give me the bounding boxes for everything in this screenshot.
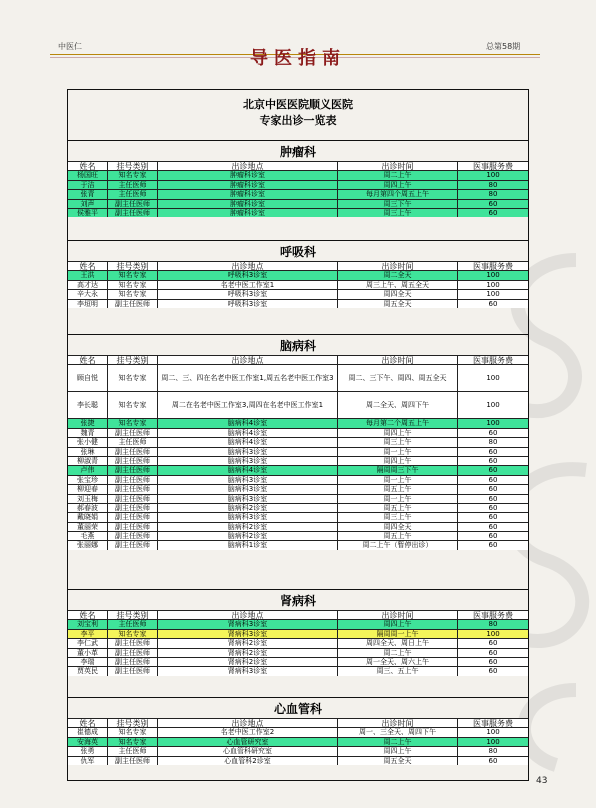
table-cell: 隔周周一上午 xyxy=(338,630,458,638)
table-cell: 周三上午、周五全天 xyxy=(338,281,458,289)
table-cell: 柳迎春 xyxy=(68,485,108,493)
table-row xyxy=(68,189,528,198)
column-header: 出诊时间 xyxy=(338,611,458,619)
table-cell: 60 xyxy=(488,657,498,666)
table-row xyxy=(68,629,528,638)
table-cell: 主任医师 xyxy=(108,747,158,755)
table-cell: 知名专家 xyxy=(108,281,158,289)
table-cell: 周一上午 xyxy=(338,448,458,456)
table-cell: 周一、三全天、周四下午 xyxy=(338,728,458,736)
table-row xyxy=(68,208,528,217)
table-cell: 刘玉梅 xyxy=(68,495,108,503)
table-cell: 张宝珍 xyxy=(68,476,108,484)
column-header: 医事服务费 xyxy=(473,719,513,728)
table-cell: 安海英 xyxy=(68,738,108,746)
table-cell: 副主任医师 xyxy=(108,757,158,765)
section-header xyxy=(68,589,528,610)
table-cell: 周二全天 xyxy=(338,271,458,279)
column-header: 出诊时间 xyxy=(338,356,458,364)
table-row xyxy=(68,199,528,208)
table-cell: 副主任医师 xyxy=(108,448,158,456)
column-header-row xyxy=(68,718,528,727)
table-cell: 80 xyxy=(488,190,498,199)
column-header-row xyxy=(68,161,528,170)
table-cell: 100 xyxy=(486,290,500,299)
section-title: 脑病科 xyxy=(279,339,316,353)
table-cell: 60 xyxy=(488,208,498,217)
table-cell: 副主任医师 xyxy=(108,485,158,493)
table-cell: 脑病科3诊室 xyxy=(158,448,338,456)
table-cell: 60 xyxy=(488,756,498,765)
table-cell: 80 xyxy=(488,180,498,189)
section-header xyxy=(68,697,528,718)
table-cell: 高才达 xyxy=(68,281,108,289)
table-cell: 周三上午 xyxy=(338,513,458,521)
table-cell: 呼吸科3诊室 xyxy=(158,271,338,279)
table-cell: 60 xyxy=(488,532,498,541)
table-row xyxy=(68,737,528,746)
table-cell: 郝春波 xyxy=(68,504,108,512)
section-title: 心血管科 xyxy=(273,702,322,716)
table-cell: 毛燕 xyxy=(68,532,108,540)
column-header: 医事服务费 xyxy=(473,162,513,171)
table-cell: 周五全天 xyxy=(338,757,458,765)
table-cell: 知名专家 xyxy=(108,271,158,279)
table-cell: 周二上午 xyxy=(338,171,458,179)
table-cell: 知名专家 xyxy=(108,171,158,179)
column-header-row xyxy=(68,355,528,364)
column-header: 出诊地点 xyxy=(158,611,338,619)
table-row xyxy=(68,428,528,437)
table-row xyxy=(68,727,528,736)
table-cell: 60 xyxy=(488,667,498,676)
table-cell: 张捷 xyxy=(68,419,108,427)
table-cell: 副主任医师 xyxy=(108,639,158,647)
table-cell: 肾病科2诊室 xyxy=(158,639,338,647)
table-cell: 80 xyxy=(488,747,498,756)
table-row xyxy=(68,638,528,647)
table-row xyxy=(68,648,528,657)
table-cell: 周一上午 xyxy=(338,495,458,503)
table-cell: 张丽娜 xyxy=(68,541,108,549)
table-row xyxy=(68,756,528,765)
table-cell: 名老中医工作室1 xyxy=(158,281,338,289)
table-cell: 李瑞 xyxy=(68,658,108,666)
table-cell: 侯雅平 xyxy=(68,209,108,217)
table-cell: 100 xyxy=(486,373,500,382)
table-cell: 100 xyxy=(486,171,500,180)
table-cell: 肾病科3诊室 xyxy=(158,620,338,628)
table-cell: 周二、三下午、周四、周五全天 xyxy=(338,365,458,391)
table-cell: 李平 xyxy=(68,630,108,638)
table-row xyxy=(68,437,528,446)
table-row xyxy=(68,364,528,391)
table-row xyxy=(68,170,528,179)
table-cell: 60 xyxy=(488,485,498,494)
table-cell: 于洁 xyxy=(68,181,108,189)
table-cell: 周四上午 xyxy=(338,429,458,437)
table-cell: 60 xyxy=(488,299,498,308)
table-cell: 脑病科3诊室 xyxy=(158,476,338,484)
table-cell: 顾自悦 xyxy=(68,365,108,391)
table-cell: 副主任医师 xyxy=(108,209,158,217)
table-cell: 主任医师 xyxy=(108,181,158,189)
column-header: 姓名 xyxy=(68,719,108,727)
section-title: 呼吸科 xyxy=(279,245,316,259)
table-cell: 肿瘤科诊室 xyxy=(158,171,338,179)
table-cell: 肿瘤科诊室 xyxy=(158,200,338,208)
table-cell: 副主任医师 xyxy=(108,476,158,484)
table-cell: 戴晓娟 xyxy=(68,513,108,521)
table-cell: 周五上午 xyxy=(338,504,458,512)
table-cell: 仇军 xyxy=(68,757,108,765)
column-header: 姓名 xyxy=(68,356,108,364)
column-header: 医事服务费 xyxy=(473,262,513,271)
table-cell: 副主任医师 xyxy=(108,667,158,675)
table-cell: 脑病科4诊室 xyxy=(158,466,338,474)
table-cell: 肿瘤科诊室 xyxy=(158,190,338,198)
table-cell: 周一上午 xyxy=(338,476,458,484)
table-row xyxy=(68,418,528,427)
table-cell: 李仁武 xyxy=(68,639,108,647)
column-header: 挂号类别 xyxy=(108,611,158,619)
table-cell: 卢伟 xyxy=(68,466,108,474)
table-row xyxy=(68,657,528,666)
table-cell: 80 xyxy=(488,438,498,447)
table-cell: 副主任医师 xyxy=(108,532,158,540)
table-cell: 张青 xyxy=(68,190,108,198)
table-cell: 100 xyxy=(486,629,500,638)
table-cell: 脑病科3诊室 xyxy=(158,513,338,521)
table-cell: 张琳 xyxy=(68,448,108,456)
table-cell: 100 xyxy=(486,728,500,737)
table-cell: 贾英民 xyxy=(68,667,108,675)
table-cell: 副主任医师 xyxy=(108,658,158,666)
table-cell: 60 xyxy=(488,456,498,465)
column-header-row xyxy=(68,261,528,270)
table-cell: 副主任医师 xyxy=(108,513,158,521)
table-cell: 知名专家 xyxy=(108,738,158,746)
table-cell: 柳淑青 xyxy=(68,457,108,465)
table-cell: 知名专家 xyxy=(108,365,158,391)
table-row xyxy=(68,540,528,549)
table-cell: 100 xyxy=(486,419,500,428)
column-header: 出诊时间 xyxy=(338,162,458,170)
table-cell: 副主任医师 xyxy=(108,523,158,531)
table-row xyxy=(68,619,528,628)
column-header: 挂号类别 xyxy=(108,719,158,727)
table-cell: 肾病科3诊室 xyxy=(158,667,338,675)
section-0 xyxy=(68,140,528,217)
table-row xyxy=(68,475,528,484)
column-header: 姓名 xyxy=(68,262,108,270)
table-cell: 60 xyxy=(488,199,498,208)
table-cell: 主任医师 xyxy=(108,438,158,446)
table-cell: 知名专家 xyxy=(108,419,158,427)
column-header: 出诊时间 xyxy=(338,719,458,727)
table-cell: 脑病科2诊室 xyxy=(158,532,338,540)
table-row xyxy=(68,289,528,298)
table-cell: 肿瘤科诊室 xyxy=(158,181,338,189)
table-cell: 周一全天、周六上午 xyxy=(338,658,458,666)
column-header: 挂号类别 xyxy=(108,356,158,364)
table-cell: 心血管科2诊室 xyxy=(158,757,338,765)
table-cell: 副主任医师 xyxy=(108,649,158,657)
table-cell: 脑病科3诊室 xyxy=(158,485,338,493)
table-cell: 周二上午 xyxy=(338,738,458,746)
table-cell: 60 xyxy=(488,503,498,512)
table-cell: 周二上午（暂停出诊） xyxy=(338,541,458,549)
table-cell: 每月第二个周五上午 xyxy=(338,419,458,427)
schedule-table-frame xyxy=(67,89,529,781)
hospital-title: 北京中医医院顺义医院 xyxy=(243,98,353,111)
table-cell: 刘宝利 xyxy=(68,620,108,628)
table-cell: 肿瘤科诊室 xyxy=(158,209,338,217)
section-banner-title: 导医指南 xyxy=(250,48,346,69)
table-cell: 周三上午 xyxy=(338,209,458,217)
column-header: 姓名 xyxy=(68,162,108,170)
column-header: 挂号类别 xyxy=(108,262,158,270)
column-header: 医事服务费 xyxy=(473,611,513,620)
table-cell: 周四全天 xyxy=(338,290,458,298)
column-header-row xyxy=(68,610,528,619)
table-cell: 周四上午 xyxy=(338,747,458,755)
table-cell: 周四全天 xyxy=(338,523,458,531)
table-row xyxy=(68,447,528,456)
column-header: 出诊时间 xyxy=(338,262,458,270)
section-header xyxy=(68,140,528,161)
table-cell: 副主任医师 xyxy=(108,504,158,512)
column-header: 医事服务费 xyxy=(473,356,513,365)
table-cell: 周四上午 xyxy=(338,620,458,628)
table-cell: 周五上午 xyxy=(338,532,458,540)
table-cell: 杨国旺 xyxy=(68,171,108,179)
table-cell: 80 xyxy=(488,620,498,629)
table-cell: 60 xyxy=(488,475,498,484)
table-cell: 知名专家 xyxy=(108,290,158,298)
journal-name: 中医仁 xyxy=(58,42,82,51)
section-title: 肾病科 xyxy=(279,594,316,608)
table-cell: 60 xyxy=(488,513,498,522)
table-cell: 董小革 xyxy=(68,649,108,657)
table-cell: 60 xyxy=(488,541,498,550)
table-row xyxy=(68,456,528,465)
table-row xyxy=(68,666,528,675)
table-cell: 李长聪 xyxy=(68,392,108,418)
table-cell: 肾病科2诊室 xyxy=(158,658,338,666)
table-row xyxy=(68,522,528,531)
table-cell: 魏青 xyxy=(68,429,108,437)
table-cell: 100 xyxy=(486,400,500,409)
table-row xyxy=(68,391,528,418)
table-cell: 呼吸科3诊室 xyxy=(158,300,338,308)
table-cell: 每月第四个周五上午 xyxy=(338,190,458,198)
table-row xyxy=(68,270,528,279)
section-header xyxy=(68,334,528,355)
table-row xyxy=(68,280,528,289)
table-cell: 知名专家 xyxy=(108,630,158,638)
table-cell: 心血管科研究室 xyxy=(158,747,338,755)
table-cell: 脑病科2诊室 xyxy=(158,523,338,531)
column-header: 出诊地点 xyxy=(158,719,338,727)
table-cell: 周四上午 xyxy=(338,181,458,189)
table-cell: 肾病科2诊室 xyxy=(158,649,338,657)
table-cell: 副主任医师 xyxy=(108,541,158,549)
table-cell: 副主任医师 xyxy=(108,429,158,437)
table-cell: 张勇 xyxy=(68,747,108,755)
table-cell: 60 xyxy=(488,447,498,456)
table-cell: 脑病科4诊室 xyxy=(158,429,338,437)
table-cell: 名老中医工作室2 xyxy=(158,728,338,736)
table-cell: 脑病科3诊室 xyxy=(158,457,338,465)
table-cell: 周二、三、四在名老中医工作室1,周五名老中医工作室3 xyxy=(158,365,338,391)
table-cell: 脑病科3诊室 xyxy=(158,495,338,503)
table-cell: 肾病科3诊室 xyxy=(158,630,338,638)
table-cell: 周二在名老中医工作室3,周四在名老中医工作室1 xyxy=(158,392,338,418)
table-cell: 周三下午 xyxy=(338,200,458,208)
column-header: 出诊地点 xyxy=(158,356,338,364)
table-cell: 主任医师 xyxy=(108,190,158,198)
table-cell: 周四全天、周日上午 xyxy=(338,639,458,647)
table-cell: 知名专家 xyxy=(108,728,158,736)
table-cell: 周二上午 xyxy=(338,649,458,657)
table-cell: 副主任医师 xyxy=(108,200,158,208)
table-row xyxy=(68,494,528,503)
table-cell: 崔德成 xyxy=(68,728,108,736)
issue-number: 总第58期 xyxy=(486,42,521,51)
table-cell: 心血管研究室 xyxy=(158,738,338,746)
table-row xyxy=(68,484,528,493)
table-cell: 周二全天、周四下午 xyxy=(338,392,458,418)
column-header: 姓名 xyxy=(68,611,108,619)
table-cell: 60 xyxy=(488,648,498,657)
table-cell: 刘声 xyxy=(68,200,108,208)
table-cell: 副主任医师 xyxy=(108,466,158,474)
table-cell: 知名专家 xyxy=(108,392,158,418)
column-header: 出诊地点 xyxy=(158,162,338,170)
section-title: 肿瘤科 xyxy=(279,145,316,159)
column-header: 挂号类别 xyxy=(108,162,158,170)
table-cell: 60 xyxy=(488,494,498,503)
section-2 xyxy=(68,334,528,550)
table-cell: 董丽荣 xyxy=(68,523,108,531)
table-cell: 副主任医师 xyxy=(108,300,158,308)
table-cell: 周三上午 xyxy=(338,438,458,446)
section-4 xyxy=(68,697,528,765)
table-row xyxy=(68,180,528,189)
section-header xyxy=(68,240,528,261)
table-row xyxy=(68,746,528,755)
table-cell: 脑病科4诊室 xyxy=(158,438,338,446)
table-title: 专家出诊一览表 xyxy=(259,114,337,127)
table-cell: 60 xyxy=(488,466,498,475)
table-cell: 张小健 xyxy=(68,438,108,446)
table-cell: 周四上午 xyxy=(338,457,458,465)
table-cell: 脑病科4诊室 xyxy=(158,419,338,427)
table-cell: 脑病科1诊室 xyxy=(158,541,338,549)
table-row xyxy=(68,531,528,540)
table-cell: 周三、五上午 xyxy=(338,667,458,675)
column-header: 出诊地点 xyxy=(158,262,338,270)
table-cell: 周五全天 xyxy=(338,300,458,308)
table-cell: 主任医师 xyxy=(108,620,158,628)
table-cell: 副主任医师 xyxy=(108,457,158,465)
table-cell: 60 xyxy=(488,639,498,648)
table-cell: 呼吸科3诊室 xyxy=(158,290,338,298)
table-cell: 60 xyxy=(488,428,498,437)
table-cell: 李垣明 xyxy=(68,300,108,308)
page-number: 43 xyxy=(536,776,548,786)
table-cell: 60 xyxy=(488,522,498,531)
table-cell: 辛大永 xyxy=(68,290,108,298)
table-cell: 100 xyxy=(486,737,500,746)
table-cell: 王洪 xyxy=(68,271,108,279)
table-cell: 100 xyxy=(486,271,500,280)
table-row xyxy=(68,503,528,512)
table-cell: 周五上午 xyxy=(338,485,458,493)
table-row xyxy=(68,512,528,521)
section-1 xyxy=(68,240,528,308)
section-3 xyxy=(68,589,528,676)
table-cell: 100 xyxy=(486,280,500,289)
table-row xyxy=(68,465,528,474)
table-cell: 脑病科2诊室 xyxy=(158,504,338,512)
table-cell: 副主任医师 xyxy=(108,495,158,503)
table-cell: 隔周周三下午 xyxy=(338,466,458,474)
table-row xyxy=(68,299,528,308)
